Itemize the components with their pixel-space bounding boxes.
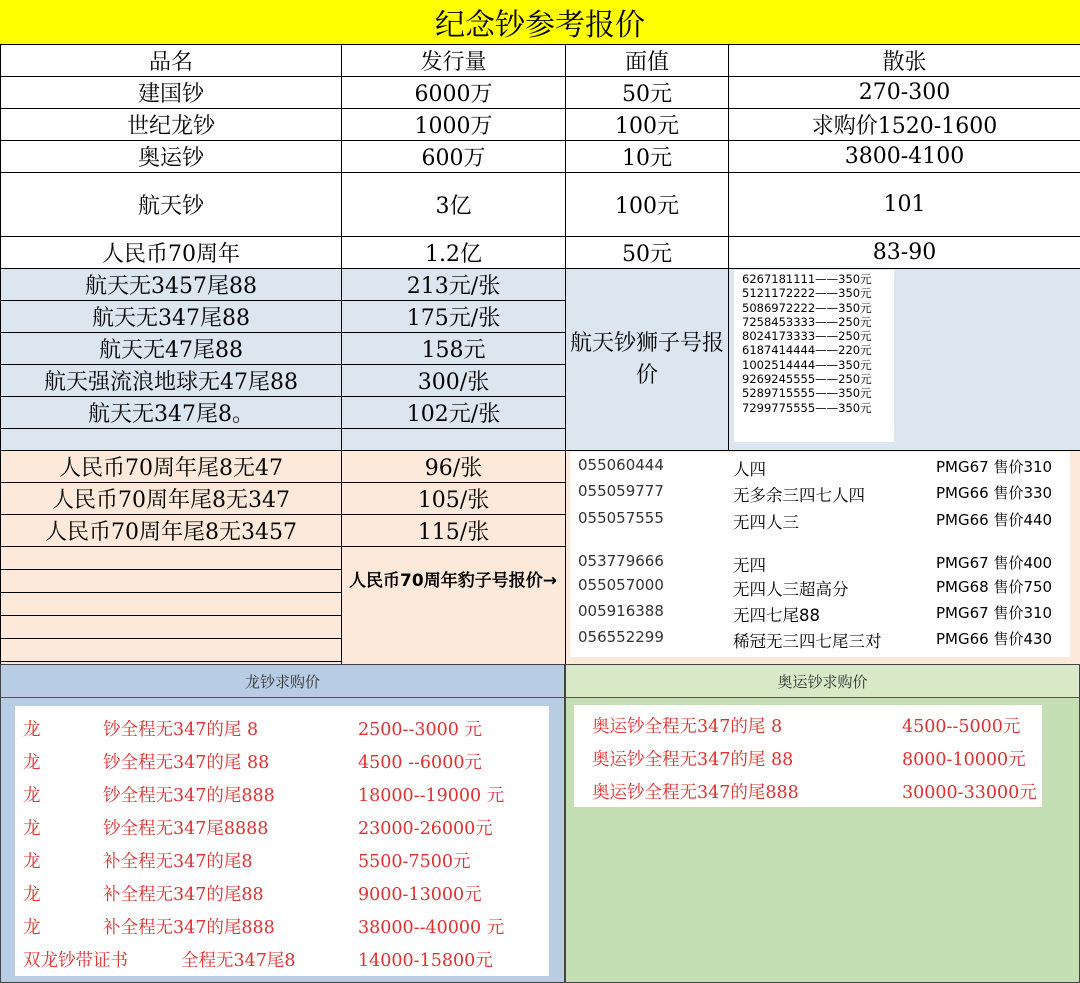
space-name: 航天无347尾8。 [1, 397, 342, 429]
list-item [23, 749, 543, 779]
olympic-heading: 奥运钞求购价 [566, 665, 1079, 698]
dragon-quote-list [15, 706, 549, 976]
col-c: 38000--40000 元 [358, 918, 505, 938]
row-name: 人民币70周年 [1, 237, 342, 269]
grade-price: PMG67 售价400 [936, 554, 1053, 572]
empty-cell [1, 547, 342, 570]
header-row [1, 45, 1080, 77]
olympic-section [565, 664, 1080, 983]
list-item: 6187414444——220元 [742, 343, 872, 358]
row-issue: 600万 [342, 141, 566, 173]
grade-price: PMG68 售价750 [936, 578, 1053, 596]
leopard-label: 人民币70周年豹子号报价→ [349, 571, 557, 591]
row-face: 50元 [566, 77, 729, 109]
col-b: 全程无347尾8 [181, 951, 296, 971]
col-c: 4500 --6000元 [358, 753, 482, 773]
list-item: 5289715555——350元 [742, 386, 872, 401]
serial: 005916388 [578, 602, 664, 620]
desc: 稀冠无三四七尾三对 [733, 632, 882, 651]
header-issue: 发行量 [342, 45, 566, 77]
list-item [23, 716, 543, 746]
empty-cell [1, 639, 342, 662]
table-row [1, 173, 1080, 237]
col-a: 龙 [23, 720, 41, 740]
col-b: 奥运钞全程无347的尾 8 [592, 717, 783, 737]
col-c: 4500--5000元 [902, 717, 1021, 737]
row-name: 奥运钞 [1, 141, 342, 173]
list-item: 1002514444——350元 [742, 357, 872, 372]
lion-quote-list [734, 270, 894, 442]
col-a: 龙 [23, 786, 41, 806]
list-item [592, 746, 1042, 776]
rmb-price: 115/张 [342, 515, 566, 547]
row-face: 100元 [566, 109, 729, 141]
serial: 055057000 [578, 576, 664, 594]
row-name: 世纪龙钞 [1, 109, 342, 141]
col-c: 18000--19000 元 [358, 786, 505, 806]
grade-price: PMG66 售价440 [936, 511, 1053, 529]
row-loose: 求购价1520-1600 [729, 109, 1080, 141]
space-row [1, 269, 1080, 301]
list-item [23, 848, 543, 878]
col-a: 龙 [23, 885, 41, 905]
leopard-quote-panel [570, 452, 1070, 657]
list-item [578, 628, 1068, 652]
col-b: 钞全程无347尾8888 [103, 819, 269, 839]
col-c: 9000-13000元 [358, 885, 482, 905]
empty-cell [1, 570, 342, 593]
col-c: 30000-33000元 [902, 783, 1037, 803]
rmb-name: 人民币70周年尾8无347 [1, 483, 342, 515]
space-price: 158元 [342, 333, 566, 365]
list-item [23, 815, 543, 845]
col-b: 钞全程无347的尾 8 [103, 720, 259, 740]
row-issue: 3亿 [342, 173, 566, 237]
table-row [1, 141, 1080, 173]
col-c: 23000-26000元 [358, 819, 493, 839]
col-b: 奥运钞全程无347的尾888 [592, 783, 799, 803]
header-loose: 散张 [729, 45, 1080, 77]
col-a: 龙 [23, 918, 41, 938]
rmb-name: 人民币70周年尾8无3457 [1, 515, 342, 547]
list-item [23, 881, 543, 911]
desc: 无四 [733, 556, 766, 575]
list-item: 7299775555——350元 [742, 400, 872, 415]
col-b: 奥运钞全程无347的尾 88 [592, 750, 794, 770]
empty-cell [342, 429, 566, 451]
row-name: 建国钞 [1, 77, 342, 109]
col-c: 2500--3000 元 [358, 720, 482, 740]
row-loose: 3800-4100 [729, 141, 1080, 173]
table-row [1, 77, 1080, 109]
list-item [23, 947, 543, 977]
space-price: 175元/张 [342, 301, 566, 333]
col-b: 补全程无347的尾8 [103, 852, 253, 872]
list-item [578, 482, 1068, 506]
list-item: 5086972222——350元 [742, 300, 872, 315]
list-item: 7258453333——250元 [742, 314, 872, 329]
grade-price: PMG67 售价310 [936, 604, 1053, 622]
serial: 053779666 [578, 552, 664, 570]
olympic-quote-list [574, 705, 1042, 807]
grade-price: PMG66 售价330 [936, 484, 1053, 502]
list-item [578, 576, 1068, 600]
table-row [1, 237, 1080, 269]
list-item [23, 914, 543, 944]
desc: 无四七尾88 [733, 606, 820, 625]
space-name: 航天无347尾88 [1, 301, 342, 333]
serial: 056552299 [578, 628, 664, 646]
row-loose: 101 [729, 173, 1080, 237]
grade-price: PMG67 售价310 [936, 458, 1053, 476]
list-item: 9269245555——250元 [742, 372, 872, 387]
col-b: 钞全程无347的尾888 [103, 786, 275, 806]
empty-cell [1, 593, 342, 616]
list-item: 5121172222——350元 [742, 286, 872, 301]
row-face: 10元 [566, 141, 729, 173]
row-issue: 1.2亿 [342, 237, 566, 269]
col-c: 8000-10000元 [902, 750, 1026, 770]
row-loose: 270-300 [729, 77, 1080, 109]
serial: 055060444 [578, 456, 664, 474]
desc: 无四人三 [733, 513, 799, 532]
table-row [1, 109, 1080, 141]
col-c: 5500-7500元 [358, 852, 471, 872]
list-item [23, 782, 543, 812]
lion-label-text: 航天钞狮子号报价 [570, 330, 725, 388]
space-price: 300/张 [342, 365, 566, 397]
row-face: 50元 [566, 237, 729, 269]
row-loose: 83-90 [729, 237, 1080, 269]
col-c: 14000-15800元 [358, 951, 493, 971]
header-face: 面值 [566, 45, 729, 77]
col-b: 补全程无347的尾888 [103, 918, 275, 938]
col-b: 钞全程无347的尾 88 [103, 753, 270, 773]
desc: 无多余三四七人四 [733, 486, 865, 505]
lion-label [566, 269, 729, 451]
desc: 人四 [733, 460, 766, 479]
list-item [592, 779, 1042, 809]
rmb-name: 人民币70周年尾8无47 [1, 451, 342, 483]
col-a: 双龙钞带证书 [23, 951, 128, 971]
empty-cell [1, 429, 342, 451]
row-name: 航天钞 [1, 173, 342, 237]
empty-cell [1, 616, 342, 639]
header-name: 品名 [1, 45, 342, 77]
space-name: 航天无47尾88 [1, 333, 342, 365]
list-item [578, 509, 1068, 533]
space-price: 213元/张 [342, 269, 566, 301]
desc: 无四人三超高分 [733, 580, 849, 599]
list-item [592, 713, 1042, 743]
list-item [578, 456, 1068, 480]
serial: 055057555 [578, 509, 664, 527]
grade-price: PMG66 售价430 [936, 630, 1053, 648]
space-name: 航天强流浪地球无47尾88 [1, 365, 342, 397]
sheet-title: 纪念钞参考报价 [0, 0, 1080, 45]
list-item: 8024173333——250元 [742, 329, 872, 344]
space-price: 102元/张 [342, 397, 566, 429]
col-a: 龙 [23, 753, 41, 773]
list-item [578, 602, 1068, 626]
list-item: 6267181111——350元 [742, 272, 872, 286]
rmb-price: 96/张 [342, 451, 566, 483]
row-face: 100元 [566, 173, 729, 237]
dragon-section [0, 664, 565, 983]
dragon-heading: 龙钞求购价 [1, 665, 564, 698]
col-a: 龙 [23, 819, 41, 839]
rmb-price: 105/张 [342, 483, 566, 515]
space-name: 航天无3457尾88 [1, 269, 342, 301]
col-b: 补全程无347的尾88 [103, 885, 264, 905]
col-a: 龙 [23, 852, 41, 872]
list-item [578, 552, 1068, 576]
row-issue: 1000万 [342, 109, 566, 141]
row-issue: 6000万 [342, 77, 566, 109]
serial: 055059777 [578, 482, 664, 500]
